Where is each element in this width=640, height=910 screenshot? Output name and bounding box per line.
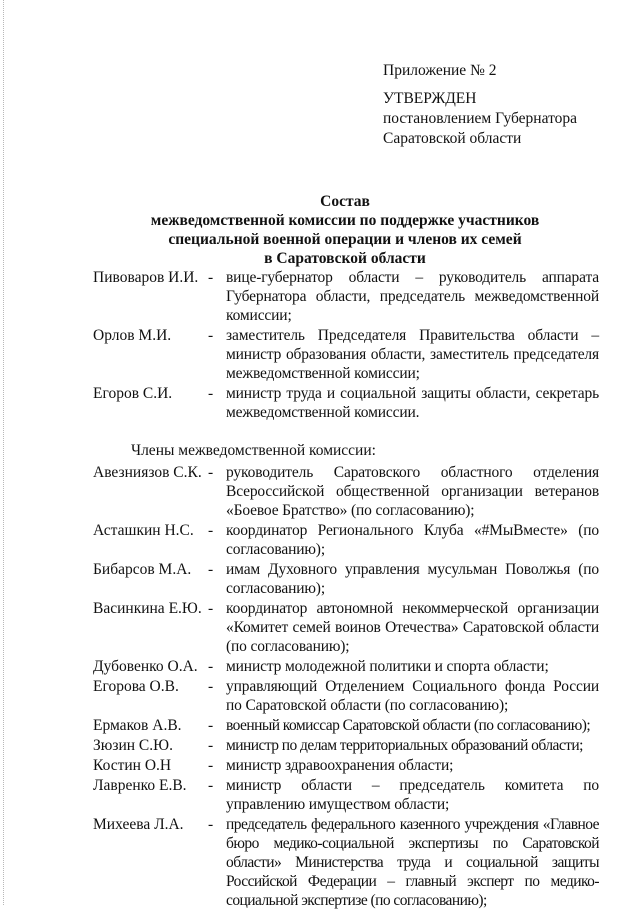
member-name: Михеева Л.А. <box>93 816 184 833</box>
approval-block <box>383 61 577 149</box>
dash-separator: - <box>208 600 214 617</box>
member-name: Асташкин Н.С. <box>93 522 194 539</box>
dash-separator: - <box>208 757 214 774</box>
member-role: министр здравоохранения области; <box>226 757 454 774</box>
commission-composition <box>93 268 599 910</box>
member-role: военный комиссар Саратовской области (по согласованию); <box>226 717 591 734</box>
dash-separator: - <box>208 737 214 754</box>
member-name: Лавренко Е.В. <box>93 777 187 794</box>
member-role: министр по делам территориальных образований области; <box>226 737 583 754</box>
member-role: председатель федерального казенного учреждения «Главное бюро медико-социальной экспертизы по Саратовской области» Министерства труда и социальной защиты Российской Федерации – главный эксперт по медико-социальной экспертизе (по согласованию); <box>226 816 599 909</box>
member-name: Васинкина Е.Ю. <box>93 600 202 617</box>
dash-separator: - <box>208 269 214 286</box>
member-name: Ермаков А.В. <box>93 717 182 734</box>
members-heading: Члены межведомственной комиссии: <box>131 442 376 459</box>
resolution-line-2: Саратовской области <box>383 130 522 147</box>
member-name: Егоров С.И. <box>93 385 173 402</box>
member-name: Орлов М.И. <box>93 327 172 344</box>
member-role: вице-губернатор области – руководитель аппарата Губернатора области, председатель межведомственной комиссии; <box>226 269 599 324</box>
approved-stamp-text: УТВЕРЖДЕН <box>383 90 477 107</box>
members-list <box>93 463 599 910</box>
member-role: министр труда и социальной защиты области, секретарь межведомственной комиссии. <box>226 385 599 421</box>
member-role: министр области – председатель комитета по управлению имуществом области; <box>226 777 599 813</box>
title-line-3: специальной военной операции и членов их семей <box>168 231 522 248</box>
dash-separator: - <box>208 327 214 344</box>
member-role: руководитель Саратовского областного отделения Всероссийской общественной организации ветеранов «Боевое Братство» (по согласованию); <box>226 464 599 519</box>
dash-separator: - <box>208 777 214 794</box>
member-role: управляющий Отделением Социального фонда России по Саратовской области (по согласованию); <box>226 678 599 714</box>
member-role: заместитель Председателя Правительства области – министр образования области, заместитель председателя межведомственной комиссии; <box>226 327 599 382</box>
document-title <box>60 192 630 268</box>
dash-separator: - <box>208 561 214 578</box>
dash-separator: - <box>208 816 214 833</box>
resolution-line-1: постановлением Губернатора <box>383 110 578 127</box>
dash-separator: - <box>208 385 214 402</box>
dash-separator: - <box>208 658 214 675</box>
member-name: Авезниязов С.К. <box>93 464 202 481</box>
member-role: координатор автономной некоммерческой организации «Комитет семей воинов Отечества» Саратовской области (по согласованию); <box>226 600 599 655</box>
dash-separator: - <box>208 522 214 539</box>
dash-separator: - <box>208 464 214 481</box>
member-name: Костин О.Н <box>93 757 172 774</box>
title-line-2: межведомственной комиссии по поддержке участников <box>150 212 540 229</box>
left-margin-dotted-line <box>3 0 4 905</box>
member-name: Пивоваров И.И. <box>93 269 199 286</box>
member-name: Егорова О.В. <box>93 678 179 695</box>
appendix-number: Приложение № 2 <box>383 62 497 79</box>
dash-separator: - <box>208 717 214 734</box>
member-name: Дубовенко О.А. <box>93 658 198 675</box>
member-role: министр молодежной политики и спорта области; <box>226 658 549 675</box>
leadership-list <box>93 268 599 422</box>
member-role: координатор Регионального Клуба «#МыВместе» (по согласованию); <box>226 522 599 558</box>
title-line-4: в Саратовской области <box>264 250 426 267</box>
title-line-1: Состав <box>320 193 370 210</box>
member-name: Бибарсов М.А. <box>93 561 192 578</box>
member-name: Зюзин С.Ю. <box>93 737 173 754</box>
member-role: имам Духовного управления мусульман Поволжья (по согласованию); <box>226 561 599 597</box>
dash-separator: - <box>208 678 214 695</box>
